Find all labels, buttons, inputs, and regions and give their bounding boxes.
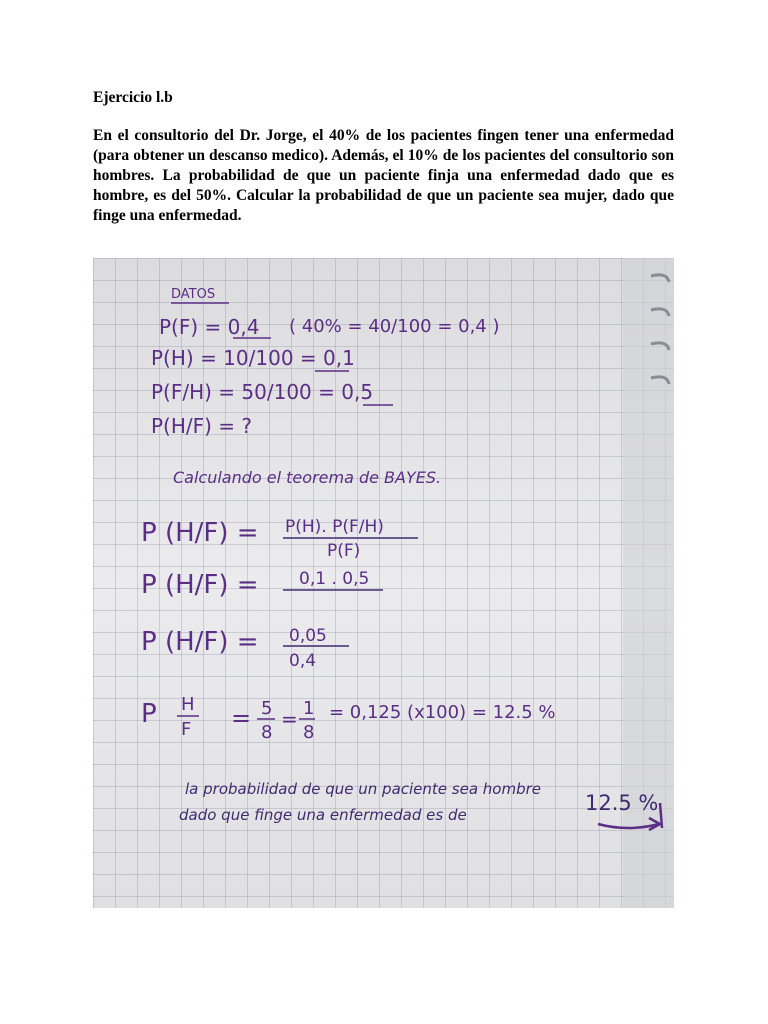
- bayes-lhs-3: P (H/F) =: [141, 627, 259, 657]
- pf-line: P(F) = 0,4: [159, 315, 260, 339]
- method-line: Calculando el teorema de BAYES.: [173, 468, 442, 487]
- frac-1-num: 1: [303, 698, 315, 719]
- datos-heading: DATOS: [171, 287, 216, 302]
- problem-statement: En el consultorio del Dr. Jorge, el 40% de los pacientes fingen tener una enfermedad (para obtener un descanso medico). Además, el 10% de los pacientes del consultorio son hombres. La probabilidad de que un paciente finja una enfermedad dado que es hombre, es del 50%. Calcular la probabilidad de que un paciente sea mujer, dado que finge una enfermedad.: [93, 127, 674, 224]
- ph-line: P(H) = 10/100 = 0,1: [151, 346, 355, 370]
- handwritten-solution-photo: [93, 258, 674, 908]
- frac-1-den: 8: [303, 722, 315, 743]
- bayes-lhs-2: P (H/F) =: [141, 570, 259, 600]
- step1-denominator: P(F): [327, 541, 361, 561]
- step3-numerator: 0,05: [289, 626, 327, 646]
- phf-question: P(H/F) = ?: [151, 414, 253, 438]
- step4-result: = 0,125 (x100) = 12.5 %: [329, 702, 556, 723]
- frac-equals: =: [281, 707, 298, 731]
- step1-numerator: P(H). P(F/H): [285, 517, 384, 537]
- step4-frac-den: F: [181, 719, 192, 740]
- conclusion-line-2: dado que finge una enfermedad es de: [179, 806, 467, 824]
- step4-frac-num: H: [181, 694, 195, 715]
- step3-denominator: 0,4: [289, 651, 317, 671]
- frac-5-den: 8: [261, 722, 273, 743]
- step4-p: P: [141, 699, 157, 729]
- frac-5-num: 5: [261, 698, 273, 719]
- bayes-lhs-1: P (H/F) =: [141, 518, 259, 548]
- pfh-line: P(F/H) = 50/100 = 0,5: [151, 380, 374, 404]
- pf-note: ( 40% = 40/100 = 0,4 ): [289, 316, 500, 337]
- step2-numerator: 0,1 . 0,5: [299, 569, 370, 589]
- conclusion-line-1: la probabilidad de que un paciente sea hombre: [185, 780, 542, 798]
- exercise-title: Ejercicio l.b: [93, 89, 173, 106]
- conclusion-value: 12.5 %: [585, 791, 659, 815]
- step4-equals: =: [231, 704, 252, 732]
